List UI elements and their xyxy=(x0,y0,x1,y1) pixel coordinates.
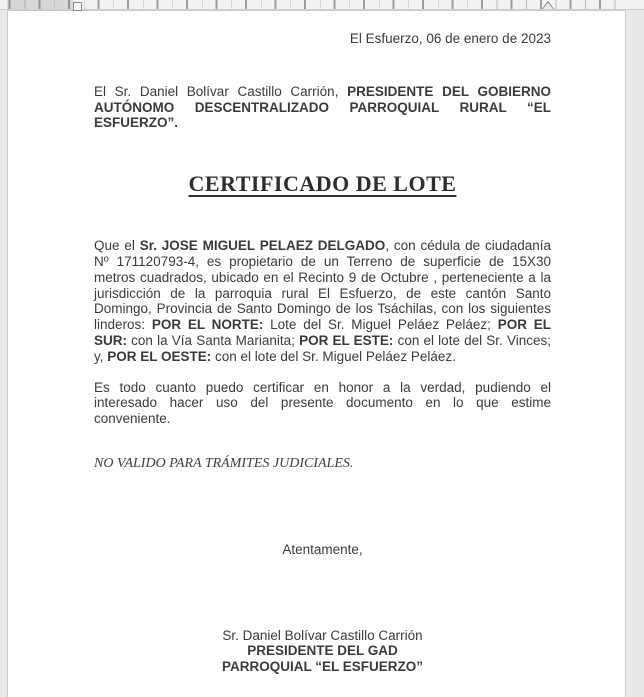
body-paragraph[interactable] xyxy=(94,238,551,364)
text-run: con la Vía Santa Marianita; xyxy=(127,332,300,348)
ruler-tick-marks xyxy=(7,0,627,9)
intro-paragraph[interactable] xyxy=(94,84,551,131)
disclaimer-line[interactable]: NO VALIDO PARA TRÁMITES JUDICIALES. xyxy=(94,455,354,471)
closing-paragraph[interactable]: Es todo cuanto puedo certificar en honor a la verdad, pudiendo el interesado hacer uso del presente documento en lo que estime conveniente. xyxy=(94,379,551,427)
document-page[interactable] xyxy=(7,10,626,697)
text-run: El Sr. Daniel Bolívar Castillo Carrión, xyxy=(94,83,348,99)
left-indent-marker[interactable] xyxy=(73,2,82,11)
signature-line: Sr. Daniel Bolívar Castillo Carrión xyxy=(222,627,423,643)
text-run: POR EL SUR: xyxy=(94,317,551,348)
text-run: POR EL NORTE: xyxy=(151,317,264,333)
signature-line: PARROQUIAL “EL ESFUERZO” xyxy=(221,658,424,674)
salutation-line[interactable]: Atentamente, xyxy=(282,541,363,557)
text-run: POR EL OESTE: xyxy=(107,348,212,364)
document-content xyxy=(94,11,551,674)
text-run: PRESIDENTE DEL GOBIERNO AUTÓNOMO DESCENTRALIZADO PARROQUIAL RURAL “EL ESFUERZO”. xyxy=(94,83,551,131)
text-run: Que el xyxy=(94,238,140,254)
text-run: , con cédula de ciudadanía Nº 171120793-4, es propietario de un Terreno de superficie de 15X30 metros cuadrados, ubicado en el Recinto 9 de Octubre , perteneciente a la jurisdicción de la parroquia rural El Esfuerzo, de este cantón Santo Domingo, Provincia de Santo Domingo de los Tsáchilas, con los siguientes linderos: xyxy=(94,238,552,333)
text-run: con el lote del Sr. Vinces; y, xyxy=(94,332,551,364)
signature-line: PRESIDENTE DEL GAD xyxy=(247,643,398,659)
text-run: POR EL ESTE: xyxy=(299,332,394,348)
document-title[interactable]: CERTIFICADO DE LOTE xyxy=(188,171,457,197)
text-run: Sr. JOSE MIGUEL PELAEZ DELGADO xyxy=(139,238,386,254)
text-run: Lote del Sr. Miguel Peláez Peláez; xyxy=(263,317,498,333)
signature-block[interactable] xyxy=(94,628,551,675)
date-line[interactable]: El Esfuerzo, 06 de enero de 2023 xyxy=(349,31,551,46)
text-run: con el lote del Sr. Miguel Peláez Peláez. xyxy=(211,348,456,364)
